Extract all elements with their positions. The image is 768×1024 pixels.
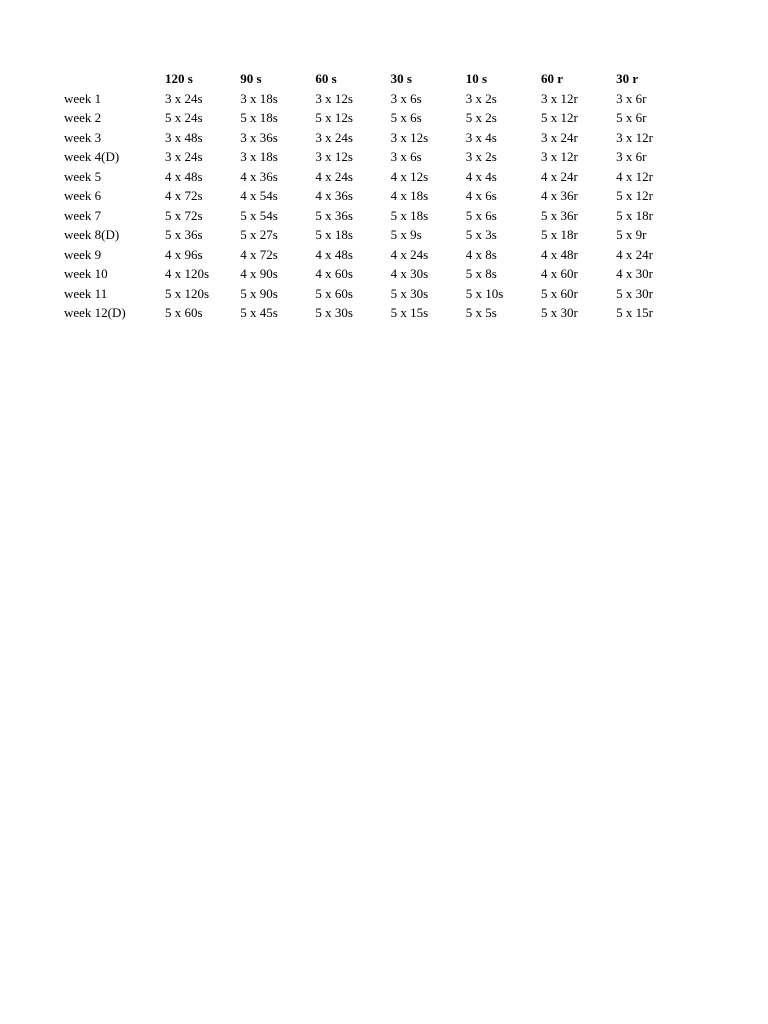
table-cell: 5 x 60r — [540, 285, 578, 301]
table-cell: 5 x 10s — [465, 285, 504, 301]
table-cell: 3 x 6r — [616, 90, 647, 106]
table-cell: 5 x 18r — [616, 207, 653, 223]
table-cell: 3 x 6s — [390, 149, 422, 164]
table-cell: 3 x 12r — [540, 149, 578, 164]
table-cell: 5 x 15r — [616, 305, 653, 320]
table-row — [64, 264, 691, 284]
table-cell: 5 x 15s — [390, 305, 429, 320]
table-cell: 3 x 2s — [465, 149, 497, 164]
column-header: 30 r — [616, 71, 639, 86]
table-cell: 4 x 48r — [540, 246, 578, 262]
table-cell: 3 x 24r — [540, 129, 578, 145]
table-cell: 4 x 36s — [315, 188, 353, 203]
row-label: week 10 — [64, 266, 108, 281]
table-cell: 5 x 12s — [315, 110, 353, 125]
table-cell: 3 x 18s — [240, 90, 278, 106]
table-cell: 3 x 36s — [240, 129, 278, 145]
table-cell: 5 x 30r — [616, 285, 653, 301]
column-header: 30 s — [390, 71, 412, 86]
table-cell: 3 x 12r — [540, 90, 578, 106]
table-row — [64, 89, 691, 109]
table-cell: 4 x 12s — [390, 168, 429, 184]
table-cell: 3 x 6r — [616, 149, 647, 164]
table-row — [64, 167, 691, 187]
table-cell: 5 x 6s — [390, 110, 422, 125]
table-cell: 4 x 18s — [390, 188, 429, 203]
table-row — [64, 147, 691, 167]
table-row — [64, 284, 691, 304]
table-cell: 3 x 12s — [315, 90, 353, 106]
table-row — [64, 128, 691, 148]
table-cell: 4 x 8s — [465, 246, 497, 262]
table-cell: 5 x 6r — [616, 110, 647, 125]
table-cell: 4 x 90s — [240, 266, 278, 281]
table-cell: 4 x 24r — [540, 168, 578, 184]
table-cell: 4 x 4s — [465, 168, 497, 184]
table-cell: 3 x 12s — [315, 149, 353, 164]
row-label: week 11 — [64, 285, 108, 301]
table-row — [64, 225, 691, 245]
table-cell: 5 x 9r — [616, 227, 647, 242]
table-cell: 5 x 12r — [540, 110, 578, 125]
table-cell: 3 x 24s — [165, 90, 203, 106]
table-cell: 5 x 36r — [540, 207, 578, 223]
table-row — [64, 108, 691, 128]
row-label: week 12(D) — [64, 305, 126, 320]
table-cell: 4 x 48s — [165, 168, 203, 184]
table-cell: 4 x 48s — [315, 246, 353, 262]
table-cell: 5 x 90s — [240, 285, 278, 301]
table-cell: 5 x 36s — [165, 227, 203, 242]
table-cell: 3 x 18s — [240, 149, 278, 164]
table-cell: 5 x 9s — [390, 227, 422, 242]
table-cell: 5 x 27s — [240, 227, 278, 242]
table-cell: 5 x 18s — [315, 227, 353, 242]
row-label: week 6 — [64, 188, 102, 203]
table-header — [64, 69, 691, 89]
row-label: week 7 — [64, 207, 102, 223]
table-cell: 5 x 12r — [616, 188, 653, 203]
table-body — [64, 89, 691, 323]
table-cell: 5 x 18r — [540, 227, 578, 242]
table-cell: 5 x 30s — [390, 285, 429, 301]
table-cell: 4 x 6s — [465, 188, 497, 203]
table-cell: 4 x 72s — [165, 188, 203, 203]
column-header: 120 s — [165, 71, 193, 86]
table-cell: 3 x 12r — [616, 129, 653, 145]
table-row — [64, 186, 691, 206]
table-cell: 4 x 12r — [616, 168, 653, 184]
table-cell: 3 x 12s — [390, 129, 429, 145]
table-cell: 4 x 120s — [165, 266, 210, 281]
table-cell: 4 x 24r — [616, 246, 653, 262]
row-label: week 5 — [64, 168, 102, 184]
table-cell: 4 x 60r — [540, 266, 578, 281]
table-row — [64, 245, 691, 265]
row-label: week 2 — [64, 110, 102, 125]
table-cell: 5 x 18s — [390, 207, 429, 223]
row-label: week 3 — [64, 129, 102, 145]
column-header: 60 s — [315, 71, 337, 86]
column-header: 10 s — [465, 71, 488, 86]
table-cell: 4 x 24s — [315, 168, 353, 184]
table-cell: 5 x 54s — [240, 207, 278, 223]
table-cell: 3 x 6s — [390, 90, 422, 106]
table-cell: 4 x 36s — [240, 168, 278, 184]
column-header: 90 s — [240, 71, 262, 86]
table-cell: 4 x 54s — [240, 188, 278, 203]
table-cell: 5 x 6s — [465, 207, 497, 223]
table-cell: 4 x 30s — [390, 266, 429, 281]
header-row — [64, 69, 691, 89]
table-cell: 3 x 24s — [165, 149, 203, 164]
table-row — [64, 303, 691, 323]
table-cell: 5 x 30s — [315, 305, 353, 320]
table-cell: 5 x 72s — [165, 207, 203, 223]
table-row — [64, 206, 691, 226]
header-corner — [64, 69, 165, 89]
table-cell: 5 x 45s — [240, 305, 278, 320]
table-cell: 5 x 2s — [465, 110, 497, 125]
table-cell: 5 x 5s — [465, 305, 497, 320]
table-cell: 5 x 120s — [165, 285, 210, 301]
column-header: 60 r — [540, 71, 563, 86]
row-label: week 4(D) — [64, 149, 120, 164]
table-cell: 5 x 60s — [165, 305, 203, 320]
table-cell: 5 x 60s — [315, 285, 353, 301]
table-cell: 5 x 36s — [315, 207, 353, 223]
table-cell: 4 x 96s — [165, 246, 203, 262]
table-cell: 3 x 4s — [465, 129, 497, 145]
row-label: week 8(D) — [64, 227, 120, 242]
row-label: week 9 — [64, 246, 102, 262]
table-cell: 4 x 36r — [540, 188, 578, 203]
table-cell: 3 x 24s — [315, 129, 353, 145]
table-cell: 4 x 24s — [390, 246, 429, 262]
row-label: week 1 — [64, 90, 102, 106]
table-cell: 4 x 30r — [616, 266, 653, 281]
table-cell: 3 x 2s — [465, 90, 497, 106]
table-cell: 4 x 60s — [315, 266, 353, 281]
table-cell: 3 x 48s — [165, 129, 203, 145]
interval-training-table — [64, 69, 691, 323]
table-cell: 5 x 18s — [240, 110, 278, 125]
table-cell: 4 x 72s — [240, 246, 278, 262]
table-cell: 5 x 8s — [465, 266, 497, 281]
table-cell: 5 x 24s — [165, 110, 203, 125]
table-cell: 5 x 3s — [465, 227, 497, 242]
table-cell: 5 x 30r — [540, 305, 578, 320]
